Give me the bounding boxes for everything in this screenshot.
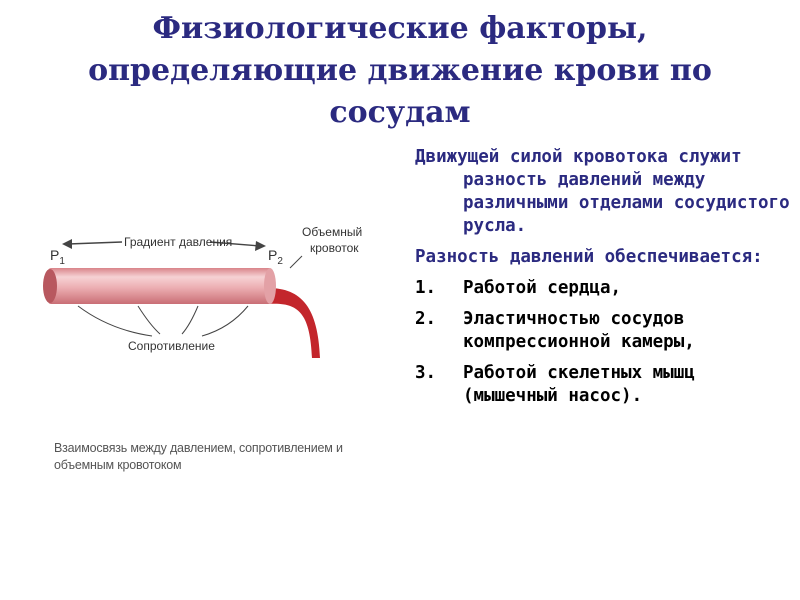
arrow-left-icon [62, 239, 72, 249]
blood-flow [268, 288, 320, 358]
label-gradient: Градиент давления [124, 235, 233, 249]
arrow-right-icon [255, 241, 266, 251]
figure-caption: Взаимосвязь между давлением, сопротивлением и объемным кровотоком [54, 441, 343, 472]
vessel-figure [40, 180, 390, 490]
list-number: 3. [415, 363, 437, 383]
label-flow-1: Объемный [302, 225, 363, 239]
list-item [415, 362, 790, 408]
list-number: 1. [415, 278, 437, 298]
list-item [415, 277, 790, 300]
title-line-1: Физиологические факторы, [152, 11, 648, 46]
label-flow-2: кровоток [310, 241, 359, 255]
text-column [415, 146, 790, 416]
list-text: Работой скелетных мышц (мышечный насос). [463, 363, 695, 406]
label-p2: $P_2$ [268, 247, 283, 267]
paragraph-pressure-difference: Разность давлений обеспечивается: [415, 247, 763, 267]
paragraph-driving-force: Движущей силой кровотока служит разность давлений между различными отделами сосудистого русла. [415, 147, 790, 236]
factors-list [415, 277, 790, 408]
label-resistance: Сопротивление [128, 339, 215, 353]
slide-title [0, 8, 800, 134]
list-item [415, 308, 790, 354]
title-line-2: определяющие движение крови по [88, 53, 712, 88]
title-line-3: сосудам [329, 95, 471, 130]
list-text: Работой сердца, [463, 278, 622, 298]
list-text: Эластичностью сосудов компрессионной камеры, [463, 309, 695, 352]
list-number: 2. [415, 309, 437, 329]
vessel-tube [48, 268, 272, 304]
label-p1: $P_1$ [50, 247, 65, 267]
vessel-opening [43, 269, 57, 303]
vessel-diagram [40, 180, 390, 440]
